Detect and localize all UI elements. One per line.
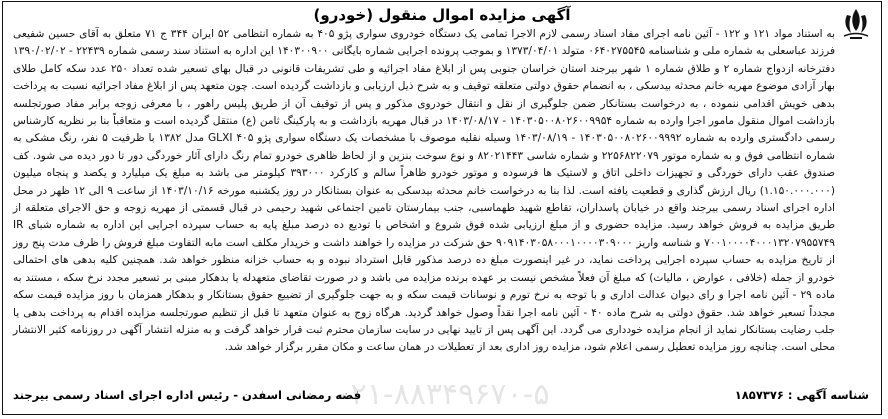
ad-id-label: شناسه آگهی :	[787, 388, 869, 402]
notice-body	[13, 26, 869, 357]
notice-footer	[13, 388, 869, 406]
ad-id-value: ۱۸۵۷۳۷۶	[734, 388, 784, 402]
auction-notice	[2, 1, 882, 415]
watermark-phone: ۰۲۱-۸۸۳۴۹۶۷۰-۵	[334, 377, 550, 412]
ad-id-block	[735, 388, 869, 402]
notice-title: آگهی مزایده اموال منقول (خودرو)	[313, 6, 571, 24]
signature-line: فضه رمضانی اسفدن - رئیس اداره اجرای اسناد رسمی بیرجند	[13, 388, 362, 402]
notice-paragraph: به استناد مواد ۱۲۱ و ۱۲۲ - آئین نامه اجرای مفاد اسناد رسمی لازم الاجرا تمامی یک دستگاه خودروی سواری پژو ۴۰۵ به شماره انتظامی ۵۲ ایران ۳۴۴ ج ۷۱ متعلق به آقای حسین شفیعی فرزند عباسعلی به شماره ملی و شناسنامه ۰۶۴۰۲۷۵۵۴۵ متولد ۱۳۷۳/۰۴/۰۱ و بموجب پرونده اجرایی شماره بایگانی ۱۴۰۳۰۰۹۰۰ این اداره به استناد سند رسمی شماره ۲۲۴۳۹ - ۱۳۹۰/۰۲/۰۲ دفترخانه ازدواج شماره ۲ و طلاق شماره ۱ شهر بیرجند استان خراسان جنوبی پس از ابلاغ مفاد اجرائیه و طی تشریفات قانونی در قبال بهای تسعیر شده تعداد ۲۵۰ عدد سکه کامل طلای بهار آزادی موضوع مهریه خانم محدثه بیدسکی ، به انضمام حقوق دولتی متعلقه توقیف و به شرح ذیل ارزیابی و بازداشت گردیده است. چون متعهد پس از ابلاغ مفاد اجرائیه نسبت به پرداخت بدهی خویش اقدامی ننموده ، به درخواست بستانکار ضمن جلوگیری از نقل و انتقال خودروی مذکور و پس از توقیف آن از طریق پلیس راهور ، با معرفی زوجه برابر مفاد صورتجلسه بازداشت اموال منقول مامور اجرا وارده به شماره ۱۴۰۳۰۵۰۰۸۰۲۶۰۰۹۹۵۴ - ۱۴۰۳/۰۸/۱۷ در قبال مهریه بازداشت و به پارکینگ ثامن (ع) منتقل گردیده است و متعاقباً بنا بر نظریه کارشناس رسمی دادگستری وارده به شماره ۱۴۰۳۰۵۰۰۸۰۲۶۰۰۹۹۹۲ - ۱۴۰۳/۰۸/۱۹ وسیله نقلیه موصوف با مشخصات یک دستگاه سواری پژو GLXI ۴۰۵ مدل ۱۳۸۲ با ظرفیت ۵ نفر، رنگ مشکی به شماره انتظامی فوق و به شماره موتور ۲۲۵۶۸۲۲۰۷۹ و شماره شاسی ۸۲۰۲۱۴۴۳ و نوع سوخت بنزین و از لحاظ ظاهری خودرو تمام رنگ دارای آثار خوردگی دور تا دور دیده می شود. کف صندوق عقب دارای خوردگی و تجهیزات داخلی اتاق و لاستیک ها فرسوده و موتور خودرو ظاهراً سالم و کارکرد ۳۹۳۰۰۰ کیلومتر می باشد به مبلغ یک میلیارد و یکصد و پنجاه میلیون (۱.۱۵۰.۰۰۰.۰۰۰) ریال ارزش گذاری و قطعیت یافته است. لذا بنا به درخواست خانم محدثه بیدسکی به عنوان بستانکار در روز یکشنبه مورخه ۱۴۰۳/۱۰/۱۶ از ساعت ۹ الی ۱۲ ظهر در محل اداره اجرای اسناد رسمی بیرجند واقع در خیابان پاسداران، تقاطع شهید طهماسبی، جنب بیمارستان تامین اجتماعی شهید رحیمی در قبال قسمتی از مهریه زوجه و حق الاجرای متعلقه از طریق مزایده به فروش خواهد رسید. مزایده حضوری و از مبلغ ارزیابی شده فوق شروع و اشخاص با تودیع ده درصد مبلغ پایه به حساب سپرده اجرایی این اداره به شماره شبای IR ۷۰۰۱۰۰۰۰۴۰۰۰۱۳۲۰۷۹۵۵۷۴۹ و شناسه واریز ۹۰۹۱۴۰۳۰۵۸۰۰۰۱۰۰۰۰۳۰۹۰۰۰ حق شرکت در مزایده را خواهند داشت و خریدار مکلف است مابه التفاوت مبلغ فروش را ظرف مدت پنج روز از تاریخ مزایده به حساب سپرده اجرایی پرداخت نماید، در غیر اینصورت مبلغ ده درصد مذکور قابل استرداد نبوده و به حساب خزانه منظور خواهد شد. همچنین کلیه بدهی های احتمالی خودرو از جمله (خلافی ، عوارض ، مالیات) که مبلغ آن فعلاً مشخص نیست بر عهده برنده مزایده می باشد و در صورت تقاضای متعهدله یا بدهکار مبنی بر تسعیر مجدد نرخ سکه ، مستند به ماده ۲۹ - آئین نامه اجرا و رای دیوان عدالت اداری و با توجه به نرخ تورم و نوسانات قیمت سکه و به جهت جلوگیری از تضییع حقوق بستانکار و بدهکار همزمان با روز مزایده قیمت سکه مجدداً تسعیر خواهد شد. حقوق دولتی به شرح ماده ۴۰ - آئین نامه اجرا نقداً وصول خواهد گردید. هرگاه زوج به عنوان متعهد تا قبل از تنظیم صورتجلسه مزایده اقدام به پرداخت بدهی یا جلب رضایت بستانکار نماید از انجام مزایده خودداری می گردد. این آگهی پس از تایید نهایی در سایت سازمان محترم ثبت قرار خواهد گرفت و به منزله انتشار آگهی در روزنامه کثیر الانتشار محلی است. چنانچه روز مزایده تعطیل رسمی اعلام شود، مزایده روز اداری بعد از تعطیلات در همان ساعت و مکان مقرر برگزار خواهد شد.	[13, 28, 836, 354]
